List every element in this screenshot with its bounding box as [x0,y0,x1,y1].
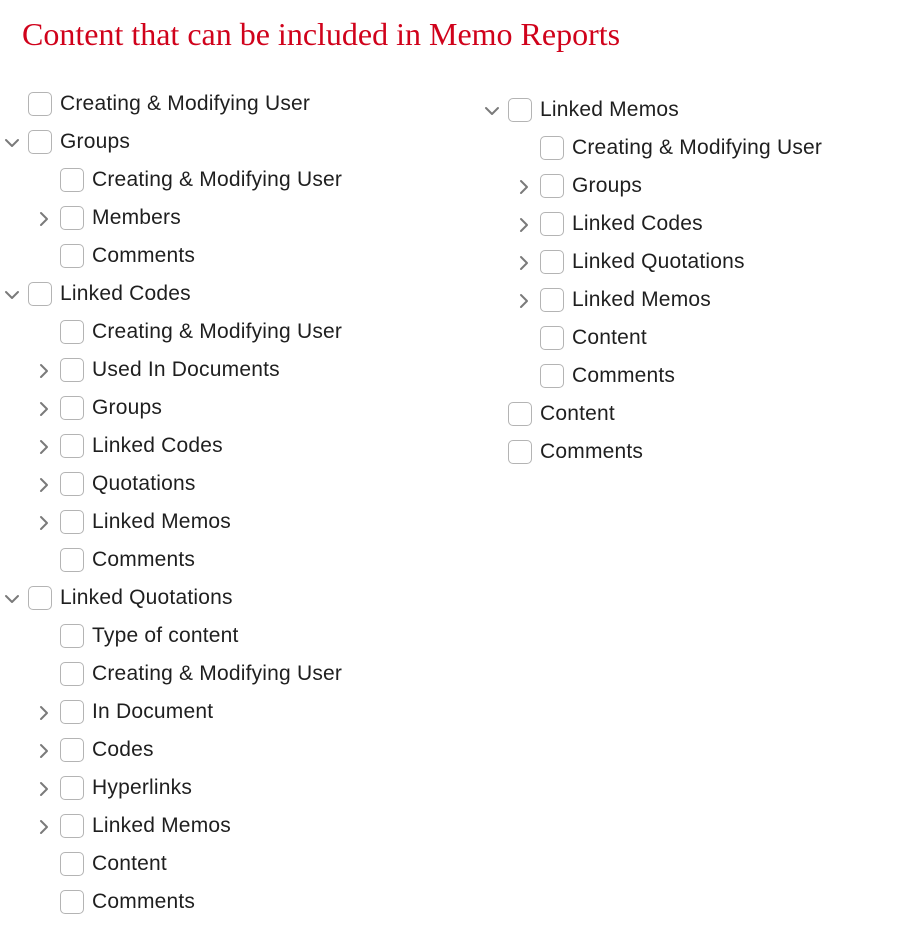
chevron-right-icon[interactable] [36,477,52,493]
tree-item-label: Comments [92,890,196,913]
tree-item-label: Used In Documents [92,358,280,381]
checkbox-content[interactable] [540,326,564,350]
tree-item-content[interactable] [480,319,900,357]
tree-item-linked-codes[interactable] [0,275,420,313]
tree-item-label: Creating & Modifying User [572,136,823,159]
tree-item-label: Linked Memos [92,814,231,837]
tree-item-linked-memos[interactable] [480,91,900,129]
tree-item-quotations[interactable] [0,465,420,503]
checkbox-codes[interactable] [60,738,84,762]
tree-item-label: Linked Quotations [572,250,745,273]
checkbox-content[interactable] [508,402,532,426]
tree-item-label: Codes [92,738,154,761]
tree-item-creating-and-modifying-user[interactable] [0,85,420,123]
checkbox-creating-and-modifying-user[interactable] [60,662,84,686]
content-tree-left [0,85,420,921]
chevron-right-icon[interactable] [36,515,52,531]
tree-item-members[interactable] [0,199,420,237]
checkbox-members[interactable] [60,206,84,230]
tree-item-label: Linked Codes [60,282,191,305]
checkbox-creating-and-modifying-user[interactable] [60,320,84,344]
tree-item-linked-quotations[interactable] [0,579,420,617]
tree-item-label: Linked Memos [540,98,679,121]
chevron-right-icon[interactable] [36,705,52,721]
chevron-down-icon[interactable] [484,103,500,119]
chevron-right-icon[interactable] [36,401,52,417]
tree-item-comments[interactable] [480,433,900,471]
tree-item-content[interactable] [480,395,900,433]
tree-item-label: Creating & Modifying User [92,320,343,343]
tree-item-label: Linked Codes [92,434,223,457]
chevron-right-icon[interactable] [516,179,532,195]
checkbox-linked-memos[interactable] [60,814,84,838]
tree-item-codes[interactable] [0,731,420,769]
checkbox-creating-and-modifying-user[interactable] [540,136,564,160]
tree-item-linked-codes[interactable] [480,205,900,243]
tree-item-label: Comments [92,548,196,571]
tree-item-groups[interactable] [0,123,420,161]
chevron-right-icon[interactable] [36,211,52,227]
tree-item-label: Content [572,326,647,349]
chevron-right-icon[interactable] [516,217,532,233]
tree-item-in-document[interactable] [0,693,420,731]
tree-item-type-of-content[interactable] [0,617,420,655]
tree-item-creating-and-modifying-user[interactable] [0,161,420,199]
page-title: Content that can be included in Memo Reports [22,16,621,52]
checkbox-comments[interactable] [60,548,84,572]
tree-item-label: Creating & Modifying User [60,92,311,115]
tree-item-content[interactable] [0,845,420,883]
tree-item-groups[interactable] [0,389,420,427]
content-tree-right [480,91,900,471]
chevron-right-icon[interactable] [36,743,52,759]
checkbox-groups[interactable] [28,130,52,154]
chevron-down-icon[interactable] [4,287,20,303]
tree-item-linked-quotations[interactable] [480,243,900,281]
tree-item-linked-memos[interactable] [480,281,900,319]
checkbox-comments[interactable] [540,364,564,388]
chevron-right-icon[interactable] [36,819,52,835]
tree-item-label: Linked Quotations [60,586,233,609]
chevron-right-icon[interactable] [36,363,52,379]
checkbox-hyperlinks[interactable] [60,776,84,800]
checkbox-comments[interactable] [60,890,84,914]
chevron-right-icon[interactable] [36,439,52,455]
tree-item-label: Linked Codes [572,212,703,235]
tree-item-creating-and-modifying-user[interactable] [0,313,420,351]
checkbox-type-of-content[interactable] [60,624,84,648]
checkbox-linked-quotations[interactable] [540,250,564,274]
chevron-right-icon[interactable] [36,781,52,797]
tree-item-label: Type of content [92,624,239,647]
checkbox-linked-codes[interactable] [28,282,52,306]
tree-item-comments[interactable] [0,541,420,579]
tree-item-label: Linked Memos [572,288,711,311]
checkbox-linked-memos[interactable] [540,288,564,312]
tree-item-label: Groups [92,396,163,419]
tree-item-label: Quotations [92,472,196,495]
tree-item-comments[interactable] [480,357,900,395]
tree-item-label: Hyperlinks [92,776,193,799]
checkbox-linked-memos[interactable] [508,98,532,122]
checkbox-used-in-documents[interactable] [60,358,84,382]
checkbox-in-document[interactable] [60,700,84,724]
tree-item-label: Content [92,852,167,875]
tree-item-creating-and-modifying-user[interactable] [480,129,900,167]
chevron-down-icon[interactable] [4,591,20,607]
checkbox-comments[interactable] [60,244,84,268]
tree-item-linked-memos[interactable] [0,503,420,541]
tree-item-label: Comments [572,364,676,387]
tree-item-label: In Document [92,700,214,723]
tree-item-linked-memos[interactable] [0,807,420,845]
checkbox-creating-and-modifying-user[interactable] [28,92,52,116]
checkbox-groups[interactable] [60,396,84,420]
tree-item-label: Creating & Modifying User [92,168,343,191]
tree-item-label: Linked Memos [92,510,231,533]
chevron-right-icon[interactable] [516,255,532,271]
tree-item-linked-codes[interactable] [0,427,420,465]
checkbox-linked-quotations[interactable] [28,586,52,610]
checkbox-linked-codes[interactable] [60,434,84,458]
tree-item-label: Groups [60,130,131,153]
checkbox-linked-codes[interactable] [540,212,564,236]
tree-item-groups[interactable] [480,167,900,205]
tree-item-label: Members [92,206,181,229]
tree-item-used-in-documents[interactable] [0,351,420,389]
chevron-right-icon[interactable] [516,293,532,309]
tree-item-label: Content [540,402,615,425]
checkbox-content[interactable] [60,852,84,876]
checkbox-groups[interactable] [540,174,564,198]
tree-item-comments[interactable] [0,883,420,921]
tree-item-hyperlinks[interactable] [0,769,420,807]
checkbox-creating-and-modifying-user[interactable] [60,168,84,192]
checkbox-quotations[interactable] [60,472,84,496]
checkbox-linked-memos[interactable] [60,510,84,534]
tree-item-label: Comments [92,244,196,267]
tree-item-comments[interactable] [0,237,420,275]
chevron-down-icon[interactable] [4,135,20,151]
tree-item-creating-and-modifying-user[interactable] [0,655,420,693]
tree-item-label: Comments [540,440,644,463]
tree-item-label: Groups [572,174,643,197]
checkbox-comments[interactable] [508,440,532,464]
tree-item-label: Creating & Modifying User [92,662,343,685]
